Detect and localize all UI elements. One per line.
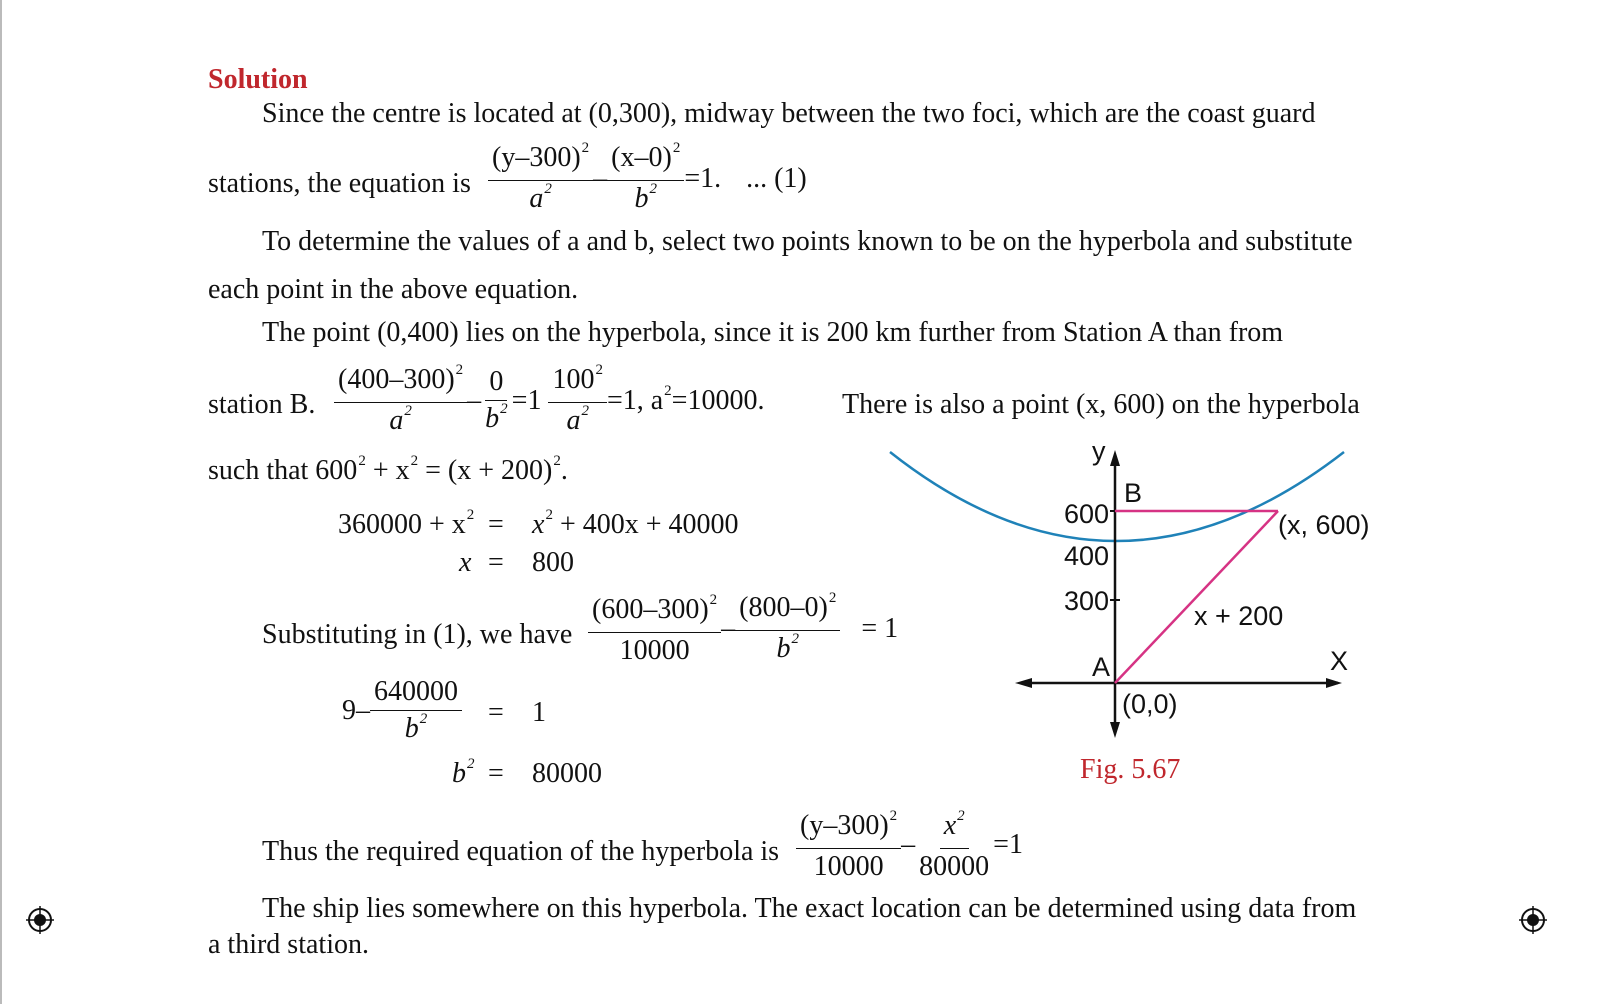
point-a-label: A — [1092, 652, 1111, 682]
paragraph-3: The point (0,400) lies on the hyperbola, since it is 200 km further from Station A than from — [262, 317, 1284, 348]
x-axis-arrow-left — [1015, 678, 1032, 688]
tick-label-400: 400 — [1064, 541, 1110, 571]
hyperbola-figure — [860, 430, 1400, 760]
x-axis-label: X — [1330, 646, 1349, 676]
equation-4-rhs: 1 — [532, 697, 546, 728]
substitution-intro: Substituting in (1), we have — [262, 619, 573, 650]
registration-mark-right-icon — [1519, 906, 1547, 934]
paragraph-6: The ship lies somewhere on this hyperbola. The exact location can be determined using data from — [262, 893, 1357, 924]
step-2-rhs: 800 — [532, 547, 574, 578]
tick-label-600: 600 — [1064, 499, 1110, 529]
step-2-eq: = — [488, 547, 504, 578]
paragraph-5: such that $600^2 + x^2 = (x + 200)^2$. — [208, 453, 568, 486]
paragraph-1-cont: stations, the equation is — [208, 168, 471, 199]
equation-5-rhs: 80000 — [532, 758, 602, 789]
paragraph-2: To determine the values of a and b, select two points known to be on the hyperbola and substitute — [262, 226, 1353, 257]
distance-label: x + 200 — [1194, 601, 1284, 631]
y-axis-arrow-down — [1110, 722, 1120, 738]
y-axis-label: y — [1092, 436, 1106, 466]
step-1-rhs: $x^2 + 400x + 40000$ — [532, 507, 739, 540]
paragraph-4-cont: There is also a point (x, 600) on the hyperbola — [842, 389, 1360, 420]
station-b-text: station B. — [208, 389, 316, 420]
paragraph-2-cont: each point in the above equation. — [208, 274, 579, 305]
equation-5-eq: = — [488, 758, 504, 789]
equation-3: $\frac{(600-300)^2}{10000}$ – $\frac{(800-0)^2}{b^2}$ = 1 — [588, 592, 898, 669]
point-label: (x, 600) — [1278, 510, 1370, 540]
page-edge — [0, 0, 2, 1004]
y-axis-arrow-up — [1110, 450, 1120, 466]
x-axis-arrow-right — [1326, 678, 1342, 688]
step-1-eq: = — [488, 509, 504, 540]
equation-4-eq: = — [488, 697, 504, 728]
step-1-lhs: $360000 + x^2$ — [338, 507, 475, 540]
registration-mark-left-icon — [26, 906, 54, 934]
figure-caption: Fig. 5.67 — [1080, 754, 1181, 785]
final-intro: Thus the required equation of the hyperbola is — [262, 836, 780, 867]
equation-1: $\frac{(y-300)^2}{a^2}$ – $\frac{(x-0)^2}{b^2}$ =1. ... (1) — [488, 142, 807, 219]
paragraph-1: Since the centre is located at (0,300), midway between the two foci, which are the coast guard — [262, 98, 1316, 129]
equation-2: $\frac{(400-300)^2}{a^2}$ – $\frac{0}{b^2}$ =1 $\frac{100^2}{a^2}$ =1, $a^2=10000$. — [334, 364, 764, 441]
solution-heading: Solution — [208, 64, 308, 95]
equation-4: 9– $\frac{640000}{b^2}$ — [342, 676, 462, 749]
paragraph-6-cont: a third station. — [208, 929, 369, 960]
distance-line — [1115, 511, 1278, 683]
equation-5-lhs: $b^2$ — [452, 756, 475, 789]
step-2-lhs: x — [459, 547, 472, 578]
equation-6: $\frac{(y-300)^2}{10000}$ – $\frac{x^2}{80000}$ =1 — [796, 810, 1023, 883]
origin-label: (0,0) — [1122, 689, 1178, 719]
tick-label-300: 300 — [1064, 586, 1110, 616]
point-b-label: B — [1124, 478, 1143, 508]
